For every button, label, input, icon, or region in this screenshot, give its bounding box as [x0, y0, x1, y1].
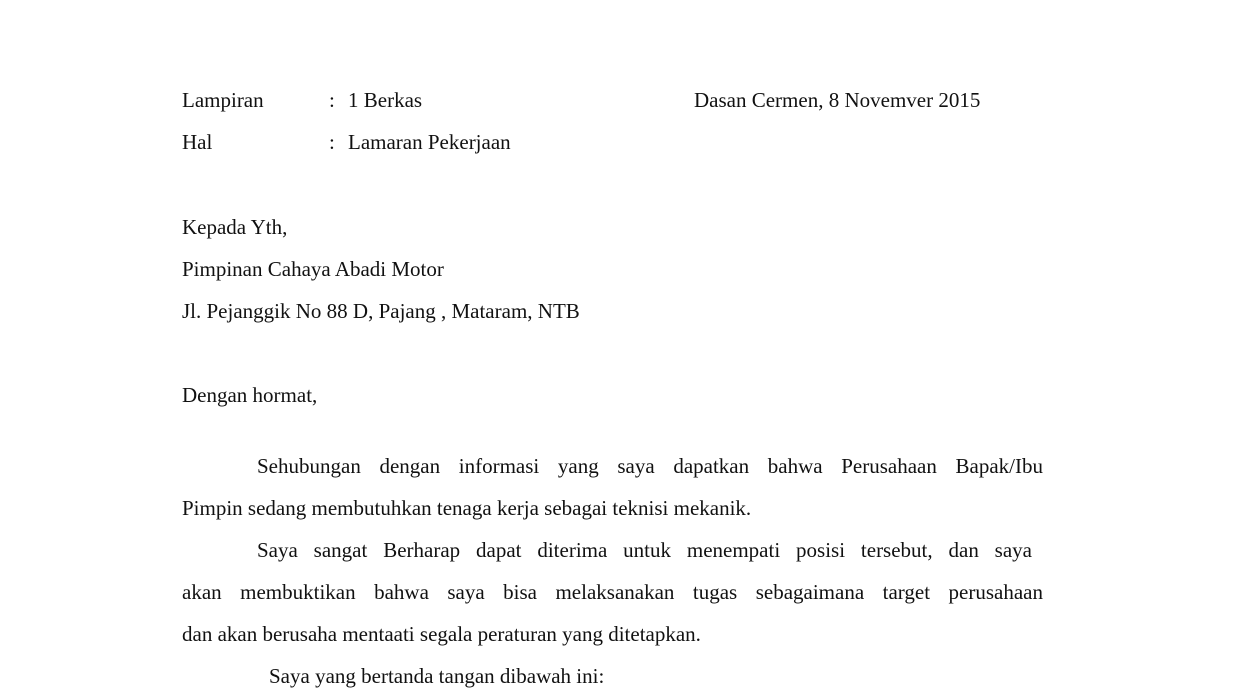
paragraph-1-line-1: Sehubungan dengan informasi yang saya dapatkan bahwa Perusahaan Bapak/Ibu	[257, 454, 1043, 478]
paragraph-3-line-1: Saya yang bertanda tangan dibawah ini:	[269, 664, 605, 688]
paragraph-2-line-1: Saya sangat Berharap dapat diterima untuk menempati posisi tersebut, dan saya	[257, 538, 1032, 562]
attachment-value: 1 Berkas	[348, 88, 423, 112]
recipient-greeting: Kepada Yth,	[182, 215, 288, 239]
subject-value: Lamaran Pekerjaan	[348, 130, 511, 154]
attachment-colon: :	[329, 88, 335, 112]
attachment-label: Lampiran	[182, 88, 264, 112]
subject-colon: :	[329, 130, 335, 154]
salutation: Dengan hormat,	[182, 383, 318, 407]
paragraph-1-line-2: Pimpin sedang membutuhkan tenaga kerja sebagai teknisi mekanik.	[182, 496, 752, 520]
place-date: Dasan Cermen, 8 Novemver 2015	[694, 88, 981, 112]
recipient-name: Pimpinan Cahaya Abadi Motor	[182, 257, 444, 281]
paragraph-2-line-3: dan akan berusaha mentaati segala peraturan yang ditetapkan.	[182, 622, 701, 646]
recipient-address: Jl. Pejanggik No 88 D, Pajang , Mataram, NTB	[182, 299, 580, 323]
subject-label: Hal	[182, 130, 213, 154]
paragraph-2-line-2: akan membuktikan bahwa saya bisa melaksanakan tugas sebagaimana target perusahaan	[182, 580, 1043, 604]
